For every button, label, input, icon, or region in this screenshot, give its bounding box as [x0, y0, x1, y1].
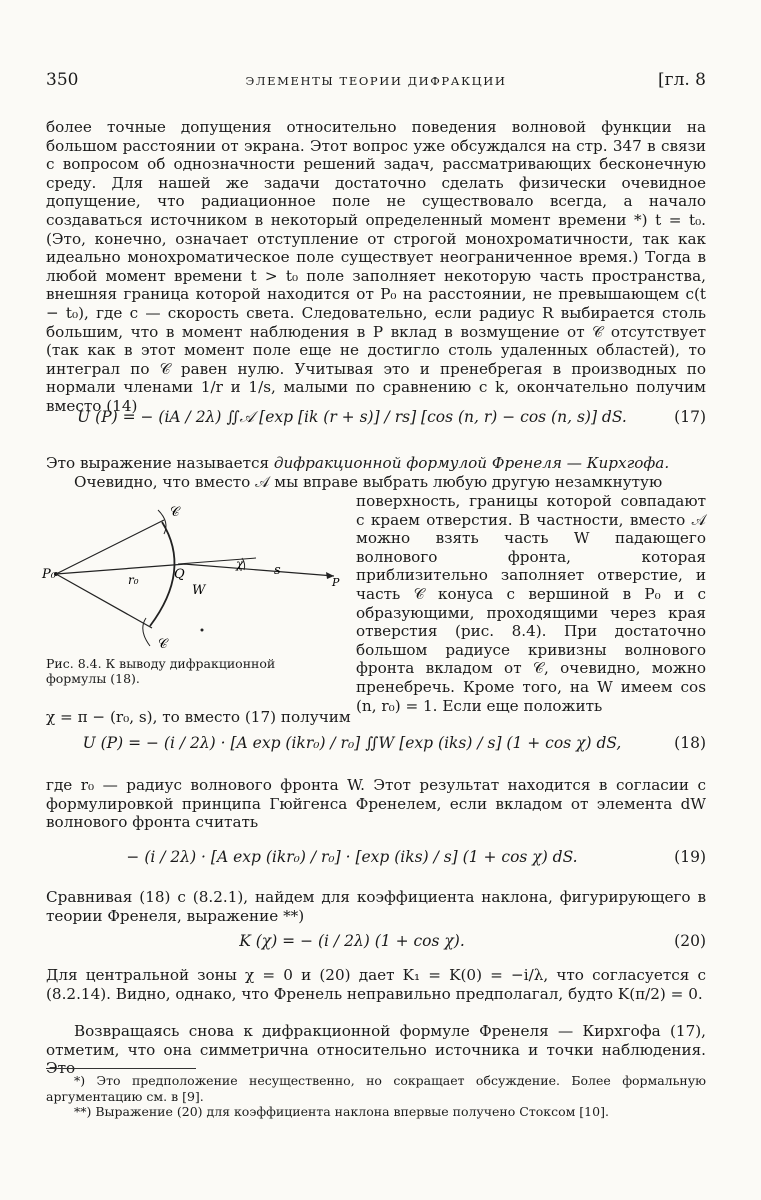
running-title: ЭЛЕМЕНТЫ ТЕОРИИ ДИФРАКЦИИ: [245, 74, 507, 88]
equation-19-body: − (i / 2λ) · [A exp (ikr₀) / r₀] · [exp (iks) / s] (1 + cos χ) dS.: [126, 848, 578, 866]
equation-17-body: U (P) = − (iA / 2λ) ∬𝒜 [exp [ik (r + s)] / rs] [cos (n, r) − cos (n, s)] dS.: [77, 408, 627, 426]
paragraph-2: [46, 454, 706, 473]
paragraph-7: Возвращаясь снова к дифракционной формуле Френеля — Кирхгофа (17), отметим, что она симметрична относительно источника и точки наблюдения. Это: [46, 1022, 706, 1078]
paragraph-3-wrapped: поверхность, границы которой совпадают с краем отверстия. В частности, вместо 𝒜 можно взять часть W падающего волнового фронта, которая приблизительно заполняет отверстие, и часть 𝒞 конуса с вершиной в P₀ и с образующими, проходящими через края отверстия (рис. 8.4). При достаточно большом радиусе кривизны волнового фронта вкладом от 𝒞, очевидно, можно пренебречь. Кроме того, на W имеем cos (n, r₀) = 1. Если еще положить: [356, 492, 706, 715]
equation-20: [46, 926, 706, 960]
ray-s-line: [184, 564, 334, 576]
wavefront-arc: [150, 522, 175, 626]
label-r0: r₀: [128, 573, 139, 587]
dot-marker: [201, 629, 204, 632]
footnote-1: *) Это предположение несущественно, но сокращает обсуждение. Более формальную аргументацию см. в [9].: [46, 1073, 706, 1104]
running-header: [46, 70, 706, 92]
equation-19: [46, 842, 706, 876]
label-q: Q: [174, 567, 185, 582]
term-fresnel-kirchhoff: дифракционной формулой Френеля — Кирхгофа.: [273, 454, 670, 472]
radius-r0-line: [56, 564, 186, 574]
equation-18-body: U (P) = − (i / 2λ) · [A exp (ikr₀) / r₀] ∬W [exp (iks) / s] (1 + cos χ) dS,: [82, 734, 622, 752]
equation-18: [46, 728, 706, 762]
equation-20-number: (20): [674, 932, 706, 950]
figure-caption: Рис. 8.4. К выводу дифракционной формулы (18).: [46, 656, 276, 686]
label-p0: P₀: [42, 567, 56, 582]
equation-18-number: (18): [674, 734, 706, 752]
footnote-rule: [46, 1068, 196, 1069]
cone-edge-upper: [56, 520, 164, 574]
paragraph-3-first-line: Очевидно, что вместо 𝒜 мы вправе выбрать любую другую незамкнутую: [74, 473, 663, 491]
paragraph-5: Сравнивая (18) с (8.2.1), найдем для коэффициента наклона, фигурирующего в теории Френеля, выражение **): [46, 888, 706, 925]
chapter-marker: [гл. 8: [658, 70, 706, 90]
label-c-bottom: 𝒞: [158, 637, 168, 652]
label-p: P: [332, 576, 340, 589]
paragraph-3-continued: χ = π − (r₀, s), то вместо (17) получим: [46, 708, 351, 726]
label-s: s: [274, 563, 281, 578]
paragraph-1: более точные допущения относительно поведения волновой функции на большом расстоянии от экрана. Этот вопрос уже обсуждался на стр. 347 в связи с вопросом об однозначности решений задач, рассматривающих бесконечную среду. Для нашей же задачи достаточно сделать физически очевидное допущение, что радиационное поле не существовало всегда, а начало создаваться источником в некоторый определенный момент времени *) t = t₀. (Это, конечно, означает отступление от строгой монохроматичности, так как идеально монохроматическое поле существует неограниченное время.) Тогда в любой момент времени t > t₀ поле заполняет некоторую часть пространства, внешняя граница которой находится от P₀ на расстоянии, не превышающем c(t − t₀), где c — скорость света. Следовательно, если радиус R выбирается столь большим, что в момент наблюдения в P вклад в возмущение от 𝒞 отсутствует (так как в этот момент поле еще не достигло столь удаленных областей), то интеграл по 𝒞 равен нулю. Учитывая это и пренебрегая в производных по нормали членами 1/r и 1/s, малыми по сравнению с k, окончательно получим вместо (14): [46, 118, 706, 415]
equation-20-body: K (χ) = − (i / 2λ) (1 + cos χ).: [239, 932, 465, 950]
label-c-top: 𝒞: [170, 505, 180, 520]
cone-curve-lower: [143, 618, 150, 646]
paragraph-6: Для центральной зоны χ = 0 и (20) дает K₁ = K(0) = −i/λ, что согласуется с (8.2.14). Видно, однако, что Френель неправильно предполагал, будто K(π/2) = 0.: [46, 966, 706, 1003]
label-chi: χ: [236, 557, 244, 571]
equation-17-number: (17): [674, 408, 706, 426]
paragraph-4: где r₀ — радиус волнового фронта W. Этот результат находится в согласии с формулировкой принципа Гюйгенса Френелем, если вкладом от элемента dW волнового фронта считать: [46, 776, 706, 832]
paragraph-2-start: Это выражение называется: [46, 454, 274, 472]
footnote-2: **) Выражение (20) для коэффициента наклона впервые получено Стоксом [10].: [74, 1104, 609, 1119]
page-number: 350: [46, 70, 79, 90]
figure-8-4: [42, 500, 346, 660]
equation-19-number: (19): [674, 848, 706, 866]
label-w: W: [192, 583, 206, 598]
equation-17: [46, 402, 706, 436]
